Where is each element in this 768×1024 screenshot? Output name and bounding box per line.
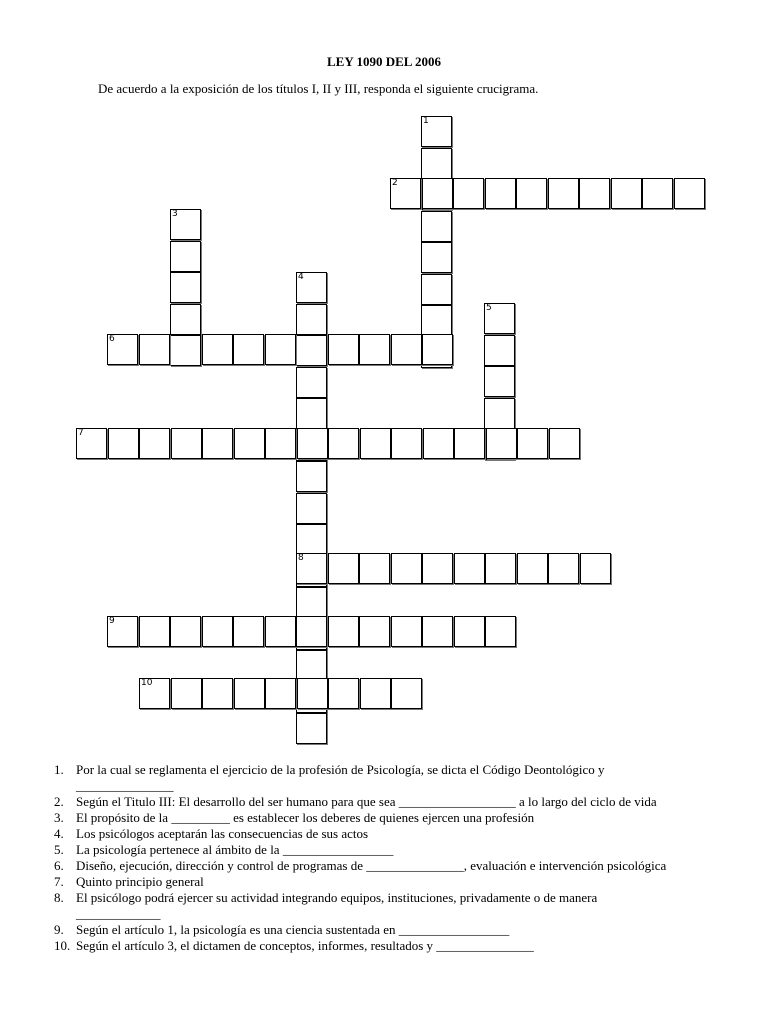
crossword-cell[interactable]: [579, 178, 610, 209]
crossword-cell[interactable]: [485, 178, 516, 209]
crossword-cell[interactable]: [484, 335, 515, 366]
crossword-cell[interactable]: [421, 242, 452, 273]
crossword-cell[interactable]: [485, 553, 516, 584]
clue-text: Quinto principio general: [76, 874, 204, 889]
crossword-cell[interactable]: [296, 587, 327, 618]
clue-10: [54, 938, 754, 954]
word-number: 10: [141, 678, 153, 688]
crossword-cell[interactable]: [296, 616, 327, 647]
crossword-cell[interactable]: [296, 650, 327, 681]
crossword-cell[interactable]: [328, 334, 359, 365]
crossword-cell[interactable]: [171, 428, 202, 459]
clue-text: El psicólogo podrá ejercer su actividad integrando equipos, instituciones, privadamente o de manera: [76, 890, 598, 905]
clue-2: [54, 794, 754, 810]
crossword-cell[interactable]: [233, 334, 264, 365]
crossword-cell[interactable]: [202, 616, 233, 647]
crossword-cell[interactable]: [391, 334, 422, 365]
clue-text: Los psicólogos aceptarán las consecuencias de sus actos: [76, 826, 369, 841]
crossword-cell[interactable]: [296, 553, 327, 584]
clue-5: [54, 842, 754, 858]
clue-6: [54, 858, 754, 874]
word-number: 6: [109, 334, 115, 344]
crossword-cell[interactable]: [171, 678, 202, 709]
crossword-cell[interactable]: [296, 367, 327, 398]
crossword-cell[interactable]: [422, 334, 453, 365]
clue-number: 7.: [54, 874, 64, 889]
crossword-cell[interactable]: [486, 428, 517, 459]
crossword-cell[interactable]: [170, 304, 201, 335]
crossword-cell[interactable]: [76, 428, 107, 459]
clue-text: La psicología pertenece al ámbito de la _________________: [76, 842, 394, 857]
crossword-cell[interactable]: [359, 334, 390, 365]
clue-text: El propósito de la _________ es establecer los deberes de quienes ejercen una profesión: [76, 810, 535, 825]
crossword-cell[interactable]: [548, 178, 579, 209]
crossword-cell[interactable]: [548, 553, 579, 584]
clue-number: 8.: [54, 890, 64, 905]
crossword-cell[interactable]: [484, 398, 515, 429]
crossword-cell[interactable]: [296, 398, 327, 429]
crossword-cell[interactable]: [202, 678, 233, 709]
crossword-cell[interactable]: [202, 334, 233, 365]
crossword-cell[interactable]: [328, 616, 359, 647]
clue-blank: _______________: [76, 778, 174, 793]
crossword-cell[interactable]: [296, 713, 327, 744]
crossword-cell[interactable]: [484, 303, 515, 334]
clue-9: [54, 922, 754, 938]
crossword-cell[interactable]: [359, 553, 390, 584]
word-number: 1: [423, 116, 429, 126]
crossword-cell[interactable]: [296, 461, 327, 492]
crossword-cell[interactable]: [202, 428, 233, 459]
crossword-cell[interactable]: [139, 616, 170, 647]
crossword-cell[interactable]: [107, 334, 138, 365]
crossword-cell[interactable]: [391, 553, 422, 584]
crossword-cell[interactable]: [297, 428, 328, 459]
crossword-cell[interactable]: [170, 241, 201, 272]
clue-blank: _____________: [76, 906, 161, 921]
crossword-cell[interactable]: [265, 616, 296, 647]
clue-number: 5.: [54, 842, 64, 857]
crossword-cell[interactable]: [108, 428, 139, 459]
crossword-cell[interactable]: [170, 335, 201, 366]
clue-number: 4.: [54, 826, 64, 841]
crossword-cell[interactable]: [421, 305, 452, 336]
crossword-cell[interactable]: [674, 178, 705, 209]
crossword-cell[interactable]: [296, 524, 327, 555]
crossword-cell[interactable]: [296, 272, 327, 303]
clue-1: [54, 762, 754, 794]
crossword-cell[interactable]: [453, 178, 484, 209]
clue-text: Según el artículo 3, el dictamen de conceptos, informes, resultados y _______________: [76, 938, 534, 953]
clue-text: Según el Titulo III: El desarrollo del ser humano para que sea __________________ a lo largo del ciclo de vida: [76, 794, 657, 809]
crossword-cell[interactable]: [139, 678, 170, 709]
crossword-cell[interactable]: [234, 428, 265, 459]
crossword-cell[interactable]: [611, 178, 642, 209]
crossword-cell[interactable]: [391, 428, 422, 459]
clue-number: 10.: [54, 938, 71, 953]
crossword-cell[interactable]: [328, 553, 359, 584]
crossword-cell[interactable]: [107, 616, 138, 647]
crossword-cell[interactable]: [170, 272, 201, 303]
crossword-cell[interactable]: [390, 178, 421, 209]
clue-number: 3.: [54, 810, 64, 825]
crossword-cell[interactable]: [485, 616, 516, 647]
crossword-cell[interactable]: [421, 116, 452, 147]
word-number: 4: [298, 272, 304, 282]
clue-number: 9.: [54, 922, 64, 937]
instructions: De acuerdo a la exposición de los títulos I, II y III, responda el siguiente crucigrama.: [98, 81, 539, 96]
crossword-cell[interactable]: [265, 678, 296, 709]
crossword-cell[interactable]: [454, 553, 485, 584]
word-number: 8: [298, 553, 304, 563]
clue-text: Por la cual se reglamenta el ejercicio de la profesión de Psicología, se dicta el Código Deontológico y: [76, 762, 605, 777]
crossword-cell[interactable]: [360, 428, 391, 459]
clue-7: [54, 874, 754, 890]
crossword-cell[interactable]: [296, 304, 327, 335]
crossword-cell[interactable]: [422, 553, 453, 584]
crossword-cell[interactable]: [234, 678, 265, 709]
crossword-cell[interactable]: [421, 274, 452, 305]
crossword-cell[interactable]: [422, 178, 453, 209]
word-number: 3: [172, 209, 178, 219]
crossword-cell[interactable]: [139, 334, 170, 365]
crossword-cell[interactable]: [391, 616, 422, 647]
word-number: 9: [109, 616, 115, 626]
crossword-cell[interactable]: [454, 616, 485, 647]
word-number: 2: [392, 178, 398, 188]
crossword-cell[interactable]: [580, 553, 611, 584]
word-number: 7: [78, 428, 84, 438]
crossword-cell[interactable]: [421, 148, 452, 179]
crossword-cell[interactable]: [328, 428, 359, 459]
crossword-cell[interactable]: [170, 209, 201, 240]
crossword-cell[interactable]: [549, 428, 580, 459]
crossword-cell[interactable]: [360, 678, 391, 709]
clue-number: 2.: [54, 794, 64, 809]
clue-list: [54, 762, 754, 954]
crossword-cell[interactable]: [516, 178, 547, 209]
crossword-cell[interactable]: [297, 678, 328, 709]
crossword-cell[interactable]: [422, 616, 453, 647]
crossword-cell[interactable]: [328, 678, 359, 709]
clue-text: Diseño, ejecución, dirección y control de programas de _______________, evaluación e intervención psicológica: [76, 858, 667, 873]
crossword-cell[interactable]: [233, 616, 264, 647]
crossword-cell[interactable]: [296, 335, 327, 366]
crossword-cell[interactable]: [296, 493, 327, 524]
clue-4: [54, 826, 754, 842]
clue-8: [54, 890, 754, 922]
crossword-cell[interactable]: [517, 553, 548, 584]
crossword-cell[interactable]: [265, 428, 296, 459]
crossword-cell[interactable]: [265, 334, 296, 365]
page-title: LEY 1090 DEL 2006: [326, 54, 441, 69]
clue-3: [54, 810, 754, 826]
crossword-cell[interactable]: [391, 678, 422, 709]
crossword-cell[interactable]: [642, 178, 673, 209]
crossword-cell[interactable]: [421, 211, 452, 242]
crossword-cell[interactable]: [139, 428, 170, 459]
crossword-cell[interactable]: [170, 616, 201, 647]
crossword-cell[interactable]: [359, 616, 390, 647]
crossword-cell[interactable]: [423, 428, 454, 459]
clue-number: 1.: [54, 762, 64, 777]
crossword-cell[interactable]: [517, 428, 548, 459]
word-number: 5: [486, 303, 492, 313]
clue-number: 6.: [54, 858, 64, 873]
crossword-cell[interactable]: [484, 366, 515, 397]
crossword-cell[interactable]: [454, 428, 485, 459]
clue-text: Según el artículo 1, la psicología es una ciencia sustentada en _________________: [76, 922, 510, 937]
